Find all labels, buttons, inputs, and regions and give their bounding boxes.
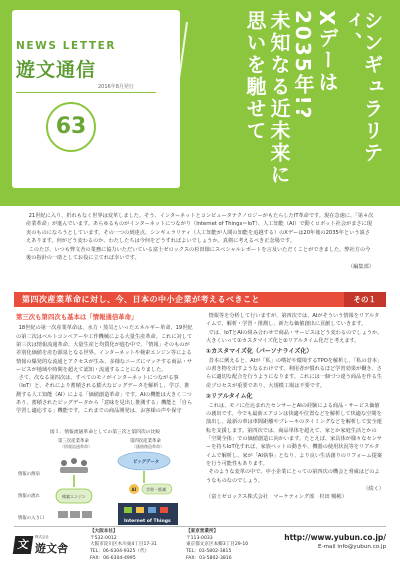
tokyo-line: FAX：03-5802-3816 xyxy=(186,555,232,561)
masthead-card xyxy=(12,10,180,188)
osaka-line: TEL：06-6304-9325（代） xyxy=(90,548,150,554)
osaka-line: 〒532-0012 xyxy=(90,535,117,541)
osaka-office xyxy=(90,529,186,561)
third-people-icon xyxy=(60,458,88,473)
label-fourth-sub: （価値創造革命） xyxy=(132,444,164,449)
right-paragraph: 昔本に例えると、AIが「私」の嗜好や環境するTPOを解析し、「私の昔本」の書き物を出すようなるわけです。利用者が慣れるほど学習効果が働き、さらに適切な配合を行うようになります。これには一個づつ違う商品を作る生産プロセスが重要であり、大規模工場は不要です。 xyxy=(206,357,383,389)
footer xyxy=(14,529,386,561)
article-left-column xyxy=(16,312,194,416)
osaka-line: FAX：06-6304-4995 xyxy=(90,555,136,561)
tokyo-line: TEL：03-5802-3815 xyxy=(186,548,232,554)
newsletter-label-en: NEWS LETTER xyxy=(16,40,117,52)
label-flow: 情報の流れ xyxy=(18,494,40,499)
masthead-divider xyxy=(16,92,156,93)
comparison-diagram xyxy=(16,437,194,529)
tokyo-line: 〒113-0033 xyxy=(186,535,213,541)
left-paragraph: さて、次なる第四次は、すべてのモノがインターネットにつながる事（IoT）と、それにより蓄積される膨大なビッグデータを解析し、学び、推測する人工知能（AI）による「価値創造革命」です。AIの機能は大きく二つあり、蓄積されたビッグデータから「意味を見出し推測する」機能と「自ら学習し適応する」機能です。これまでの商品開発は、お客様の声や保守 xyxy=(16,375,193,415)
intro-paragraph: このたび、いつも弊文舎の業務に協力いただいている富士ゼロックスの杉田様にスペシャルレポートを言及いただくことができました。弊社方の今後の指針の一助としてお役に立てれば幸いです。 xyxy=(26,246,371,262)
issue-number-badge: 63 xyxy=(46,102,96,152)
tokyo-head: 【東京営業所】 xyxy=(186,529,219,534)
newsletter-label-ja: 遊文通信 xyxy=(16,59,97,81)
section-number: その１ xyxy=(344,292,387,307)
company-logo xyxy=(14,529,90,561)
right-paragraph: では、IoTとAIの組み合わせで商品・サービスはどう変わるのでしょうか。大きくいって①カスタマイズ化と②リアルタイム化だと考えます。 xyxy=(206,329,383,344)
section-header xyxy=(14,292,386,307)
issue-date: 2016年8月発行 xyxy=(98,84,134,90)
right-heading-customize: ①カスタマイズ化（パーソナライズ化） xyxy=(206,348,313,356)
headline-line: 未知なる近未来に xyxy=(267,10,291,186)
right-heading-realtime: ②リアルタイム化 xyxy=(206,393,253,401)
logo-text: 遊文舎 xyxy=(35,541,68,555)
intro-text xyxy=(26,212,374,271)
headline-line: シンギュラリティ、 xyxy=(339,10,384,164)
intro-paragraph: 21世紀に入り、折れもなく世界は変革しました。そう、インターネットとコンピュータテクノロジーがもたらしたIT革命です。現在急速に、「第４次産業革命」が進んでいます。あらゆるものがインターネットにつながり（Internet of Things＝IoT）、人工知能（AI）で動くロボット社会がまさに現実のものになろうとしています。その一つの到達点、シンギュラリティ（人工知能が人間の知能を追越する）のXデーは20年後の2035年という説さえあります。何がどう変わるのか、わたしたちは今何をどうすればよいでしょうか。真剣に考えるべき正念場です。 xyxy=(26,213,374,245)
intro-editor-note: （編集部） xyxy=(348,263,374,270)
top-band xyxy=(0,0,400,206)
label-third-sub: （情報流通革命） xyxy=(60,444,92,449)
learn-label: 学習・推測 xyxy=(146,487,166,492)
left-heading: 第三次も第四次も基本は「情報通信革命」 xyxy=(16,313,138,321)
web-contact xyxy=(282,529,386,561)
right-paragraph: 情報等を分析して行いますが、第四次では、AIがそういう情報をリアルタイムで、解析・学習・推測し、新たな価値創出に貢献していきます。 xyxy=(206,313,380,328)
website-link[interactable]: http://www.yubun.co.jp/ xyxy=(284,533,386,542)
logo-mark-icon: 文 xyxy=(13,536,34,554)
article-right-column xyxy=(206,312,384,501)
author-credit: （富士ゼロックス株式会社 マーケティング部 杉田 暢彬） xyxy=(206,494,347,501)
left-paragraph: 18世紀の第一次産業革命は、水力・蒸気といったエネルギー革命、19世紀の第二次はベルトコンベアーや工作機械による大量生産革命。これに対して第三次は情報流通革命、大量生産と均質化が進む中で、「情報」そのものが差別化価値を産む源泉となる世界。インターネットや検索エンジン等による情報の爆発的な流通とアクセスが生み、多様なニーズにマッチする商品・サービスが地域や時間を超えて認知・流通することになりました。 xyxy=(16,325,193,373)
right-paragraph: これは、モノに仕込まれたセンサーとAIの経験による商品・サービス価値の創出です。今でも最新エアコンは快適や位置などを解析して快適な空間を演出し、最新の車は車間距離やブレーキのタイミングなどを解析して安全運転を支援します。第四次では、商品単体を超えて、家とか家庭生活とかの「空間全体」での価値創造に向かいます。たとえば、家具体が様々なセンサーを持ちIoT化すれば、家族ペットの動きや、機器の使用状況等をリアルタイムで解析し、家が「AI執事」となり、より良い生活創りのリフォーム提案を行う可能性もあります。 xyxy=(206,402,383,467)
tokyo-office xyxy=(186,529,282,561)
label-third: 第三次産業革命 xyxy=(58,439,89,444)
footer-divider xyxy=(14,526,386,527)
email-link[interactable]: E-mail info@yubun.co.jp xyxy=(318,544,386,550)
label-entry: 情報の入り口 xyxy=(18,516,45,521)
figure-caption: 図１．情報流通革命としての第三次と第四次の比較 xyxy=(49,430,161,435)
right-paragraph: そのような変革の中で、中小企業にとっての第四次の機会と脅威はどのようなものなのでしょう。 xyxy=(206,469,380,484)
tokyo-line: 東京都文京区本郷3丁目29-10 xyxy=(186,542,249,548)
osaka-line: 大阪市淀川区木川東4丁目17-31 xyxy=(90,542,157,548)
label-source: 情報の源泉 xyxy=(18,472,40,477)
osaka-head: 【大阪本社】 xyxy=(90,529,118,534)
headline-line: 2035年!? xyxy=(291,10,315,121)
iot-label: Internet of Things xyxy=(124,519,171,524)
headline-line: 思いを馳せて xyxy=(243,10,267,142)
ai-label: AI xyxy=(131,487,137,492)
section-title: 第四次産業革命に対し、今、日本の中小企業が考えるべきこと xyxy=(22,295,260,304)
headline-line: Xデーは xyxy=(315,10,339,94)
headline xyxy=(244,10,382,190)
third-users-icon xyxy=(58,511,92,518)
third-hub-label: 検索エンジン xyxy=(62,494,86,499)
label-fourth: 第四次産業革命 xyxy=(130,439,161,444)
bigdata-label: ビッグデータ xyxy=(133,460,160,465)
continued-note: （続く） xyxy=(363,485,384,492)
logo-sub: 株式会社 xyxy=(35,534,49,539)
